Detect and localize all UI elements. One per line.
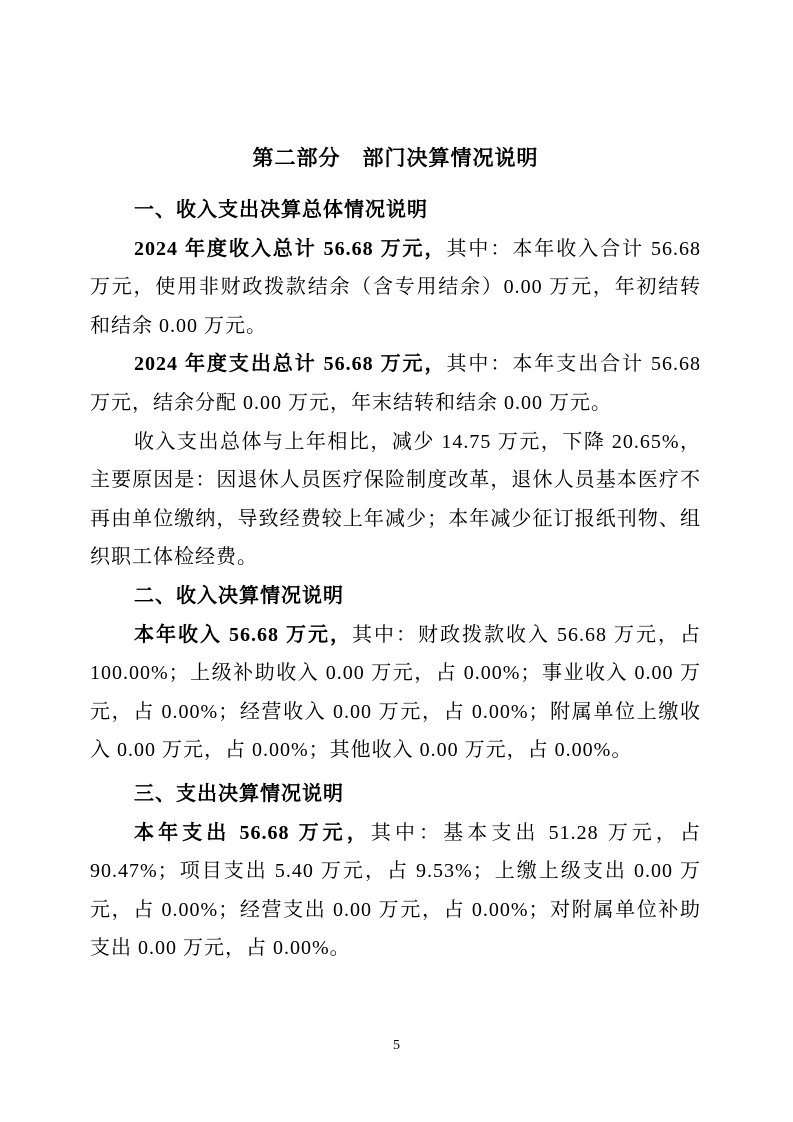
- paragraph-body: 收入支出总体与上年相比，减少 14.75 万元，下降 20.65%，主要原因是：因退休人员医疗保险制度改革，退休人员基本医疗不再由单位缴纳，导致经费较上年减少；本年减少征订报纸刊物、组织职工体检经费。: [90, 430, 701, 569]
- page-number: 5: [393, 1038, 400, 1053]
- section-income-details: [90, 577, 701, 770]
- paragraph-lead: 2024 年度支出总计 56.68 万元，: [134, 353, 447, 376]
- paragraph-lead: 2024 年度收入总计 56.68 万元，: [134, 237, 447, 260]
- paragraph-body: 其中：本年支出合计 56.68 万元，结余分配 0.00 万元，年末结转和结余 0.00 万元。: [90, 353, 702, 414]
- paragraph-income-total: [90, 230, 701, 346]
- paragraph-income-breakdown: [90, 616, 701, 770]
- paragraph-lead: 本年收入 56.68 万元，: [134, 623, 352, 646]
- section-heading-1: 一、收入支出决算总体情况说明: [134, 199, 428, 221]
- paragraph-lead: 本年支出 56.68 万元，: [134, 821, 371, 844]
- section-heading-3: 三、支出决算情况说明: [134, 782, 344, 805]
- section-heading-2: 二、收入决算情况说明: [134, 584, 344, 607]
- paragraph-expenditure-breakdown: [90, 814, 701, 968]
- section-overall-situation: [90, 191, 701, 577]
- paragraph-expenditure-total: [90, 345, 701, 422]
- paragraph-body: 其中：基本支出 51.28 万元，占 90.47%；项目支出 5.40 万元，占 9.53%；上缴上级支出 0.00 万元，占 0.00%；经营支出 0.00 万元，占 0.00%；对附属单位补助支出 0.00 万元，占 0.00%。: [90, 821, 702, 960]
- paragraph-body: 其中：本年收入合计 56.68 万元，使用非财政拨款结余（含专用结余）0.00 万元，年初结转和结余 0.00 万元。: [90, 237, 702, 337]
- document-title: 第二部分 部门决算情况说明: [252, 147, 539, 170]
- paragraph-body: 其中：财政拨款收入 56.68 万元，占 100.00%；上级补助收入 0.00 万元，占 0.00%；事业收入 0.00 万元，占 0.00%；经营收入 0.00 万元，占 0.00%；附属单位上缴收入 0.00 万元，占 0.00%；其他收入 0.00 万元，占 0.00%。: [90, 623, 701, 762]
- paragraph-yearly-comparison: [90, 423, 701, 577]
- section-expenditure-details: [90, 775, 701, 968]
